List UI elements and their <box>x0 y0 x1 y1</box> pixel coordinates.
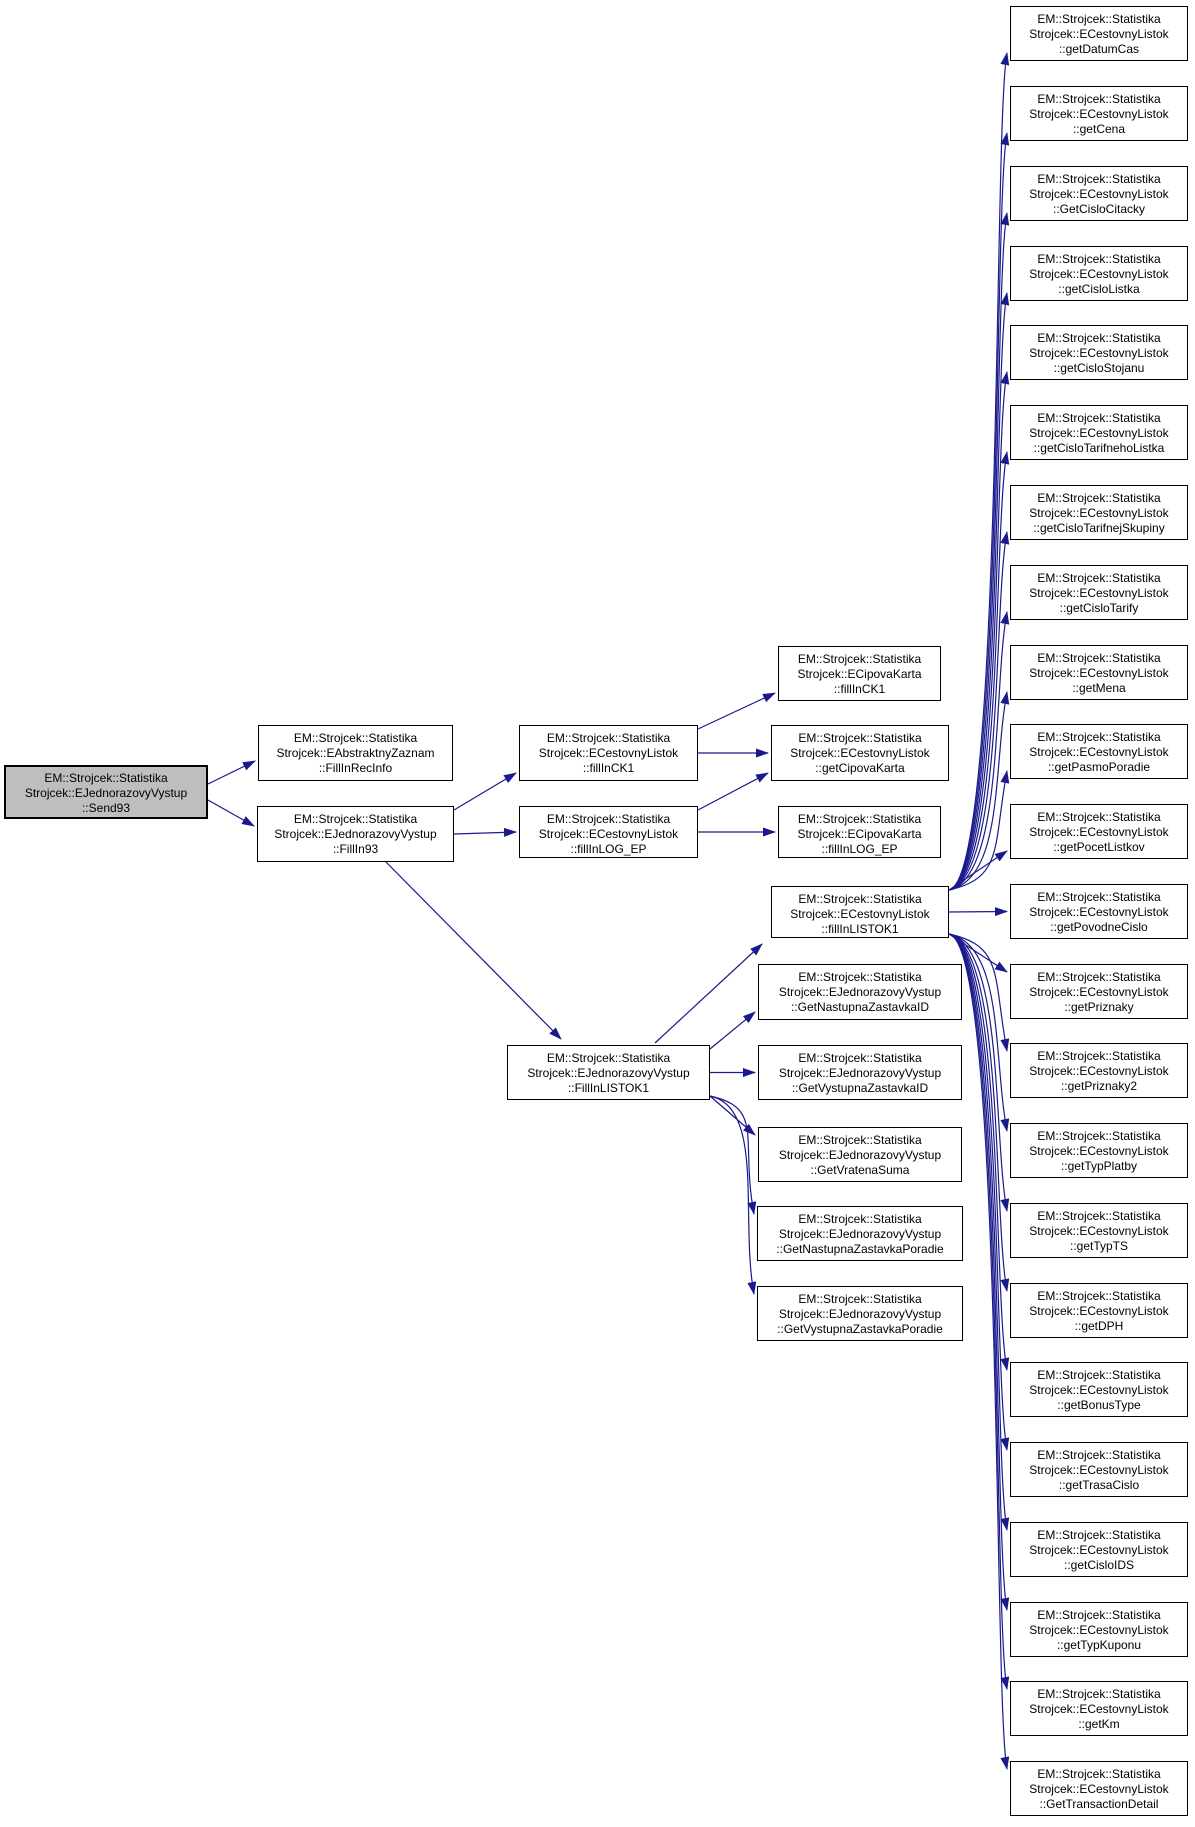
node-label-line: ::fillInCK1 <box>582 761 635 775</box>
node-label-line: EM::Strojcek::Statistika <box>797 812 922 826</box>
node-label-line: ::getCisloTarifnejSkupiny <box>1033 521 1165 535</box>
edge-fillin93-cl-fillinck1 <box>454 773 516 810</box>
node-ck-fillinlog-ep[interactable] <box>778 806 941 858</box>
node-label-line: Strojcek::EAbstraktnyZaznam <box>276 746 435 760</box>
node-label-line: EM::Strojcek::Statistika <box>1037 1368 1161 1382</box>
node-get-cislo-listka[interactable] <box>1010 246 1188 301</box>
node-label-line: ::getPovodneCislo <box>1050 920 1148 934</box>
node-get-vystupna-zastavka-id[interactable] <box>758 1045 962 1100</box>
node-get-datum-cas[interactable] <box>1010 6 1188 61</box>
node-label-line: ::getPriznaky <box>1064 1000 1134 1014</box>
node-label-line: ::getMena <box>1072 681 1126 695</box>
node-label-line: ::getCena <box>1072 122 1126 136</box>
node-label-line: EM::Strojcek::Statistika <box>44 771 168 785</box>
node-label-line: ::getDatumCas <box>1058 42 1140 56</box>
edge-ejv-fillinlistok1-get-vystupna-zastavka-poradie <box>710 1096 754 1294</box>
node-label-line: ::getKm <box>1078 1717 1120 1731</box>
edge-send93-fillin-recinfo <box>208 761 255 784</box>
node-label-line: EM::Strojcek::Statistika <box>798 1051 922 1065</box>
node-label-line: EM::Strojcek::Statistika <box>1037 331 1161 345</box>
node-label-line: ::GetNastupnaZastavkaPoradie <box>776 1242 944 1256</box>
node-label-line: ::GetVratenaSuma <box>810 1163 910 1177</box>
node-label-line: EM::Strojcek::Statistika <box>798 1292 922 1306</box>
node-label-line: ::getCisloStojanu <box>1053 361 1145 375</box>
node-get-mena[interactable] <box>1010 645 1188 700</box>
node-label-line: EM::Strojcek::Statistika <box>1037 651 1161 665</box>
node-cl-fillinlog-ep[interactable] <box>519 806 698 858</box>
node-label-line: Strojcek::ECestovnyListok <box>1029 1064 1169 1078</box>
node-cl-fillinck1[interactable] <box>519 725 698 781</box>
node-label-line: EM::Strojcek::Statistika <box>798 970 922 984</box>
edge-cl-fillinlog-ep-cl-getcipovakarta <box>698 773 768 810</box>
node-label-line: Strojcek::EJednorazovyVystup <box>778 1307 942 1321</box>
node-label-line: EM::Strojcek::Statistika <box>1037 1289 1161 1303</box>
edge-ejv-fillinlistok1-cl-fillinlistok1 <box>655 944 762 1043</box>
node-label-line: Strojcek::ECestovnyListok <box>1029 107 1169 121</box>
node-label-line: Strojcek::ECestovnyListok <box>1029 745 1169 759</box>
node-label-line: ::getCisloTarify <box>1059 601 1139 615</box>
node-label-line: Strojcek::ECestovnyListok <box>1029 985 1169 999</box>
node-label-line: Strojcek::ECestovnyListok <box>1029 1304 1169 1318</box>
node-label-line: Strojcek::ECipovaKarta <box>797 827 922 841</box>
node-get-typ-kuponu[interactable] <box>1010 1602 1188 1657</box>
node-label-line: Strojcek::EJednorazovyVystup <box>778 1227 942 1241</box>
node-label-line: Strojcek::ECestovnyListok <box>790 907 930 921</box>
node-get-trasa-cislo[interactable] <box>1010 1442 1188 1497</box>
node-label-line: Strojcek::EJednorazovyVystup <box>778 1148 942 1162</box>
node-label-line: EM::Strojcek::Statistika <box>1037 1209 1161 1223</box>
node-label-line: EM::Strojcek::Statistika <box>1037 1448 1161 1462</box>
node-label-line: Strojcek::ECestovnyListok <box>538 827 679 841</box>
node-cl-fillinlistok1[interactable] <box>771 886 949 938</box>
node-label-line: ::FillInRecInfo <box>318 761 393 775</box>
node-label-line: EM::Strojcek::Statistika <box>797 652 922 666</box>
node-label-line: Strojcek::ECestovnyListok <box>1029 905 1169 919</box>
node-label-line: Strojcek::ECestovnyListok <box>1029 666 1169 680</box>
node-label-line: EM::Strojcek::Statistika <box>1037 1687 1161 1701</box>
node-fillin-recinfo[interactable] <box>258 725 453 781</box>
node-get-bonus-type[interactable] <box>1010 1362 1188 1417</box>
node-label-line: ::getTypKuponu <box>1056 1638 1142 1652</box>
edge-ejv-fillinlistok1-get-vratena-suma <box>710 1096 755 1135</box>
node-label-line: EM::Strojcek::Statistika <box>1037 491 1161 505</box>
node-get-cislo-tarifneho-listka[interactable] <box>1010 405 1188 460</box>
node-get-vratena-suma[interactable] <box>758 1127 962 1182</box>
node-label-line: EM::Strojcek::Statistika <box>1037 970 1161 984</box>
edge-ejv-fillinlistok1-get-nastupna-zastavka-poradie <box>710 1096 754 1214</box>
node-label-line: EM::Strojcek::Statistika <box>1037 411 1161 425</box>
node-label-line: ::getCisloListka <box>1058 282 1140 296</box>
node-label-line: EM::Strojcek::Statistika <box>1037 252 1161 266</box>
node-label-line: ::FillIn93 <box>332 842 379 856</box>
node-label-line: EM::Strojcek::Statistika <box>798 892 922 906</box>
node-label-line: ::GetVystupnaZastavkaPoradie <box>777 1322 943 1336</box>
node-get-pasmo-poradie[interactable] <box>1010 724 1188 779</box>
node-get-nastupna-zastavka-poradie[interactable] <box>757 1206 963 1261</box>
node-send93[interactable] <box>4 765 208 819</box>
node-label-line: Strojcek::EJednorazovyVystup <box>527 1066 690 1080</box>
node-label-line: Strojcek::ECestovnyListok <box>1029 1702 1169 1716</box>
node-ejv-fillinlistok1[interactable] <box>507 1045 710 1100</box>
node-label-line: EM::Strojcek::Statistika <box>546 812 671 826</box>
node-label-line: Strojcek::ECestovnyListok <box>1029 346 1169 360</box>
node-get-nastupna-zastavka-id[interactable] <box>758 964 962 1020</box>
node-label-line: Strojcek::ECestovnyListok <box>1029 267 1169 281</box>
node-label-line: EM::Strojcek::Statistika <box>798 731 922 745</box>
edge-fillin93-cl-fillinlog-ep <box>454 832 516 834</box>
node-label-line: ::Send93 <box>81 801 131 815</box>
node-label-line: ::getDPH <box>1074 1319 1124 1333</box>
node-label-line: Strojcek::ECestovnyListok <box>1029 1224 1169 1238</box>
node-label-line: Strojcek::ECestovnyListok <box>1029 27 1169 41</box>
node-label-line: ::getPriznaky2 <box>1060 1079 1138 1093</box>
node-get-km[interactable] <box>1010 1681 1188 1736</box>
node-get-typ-platby[interactable] <box>1010 1123 1188 1178</box>
node-label-line: EM::Strojcek::Statistika <box>1037 571 1161 585</box>
node-fillin93[interactable] <box>257 806 454 862</box>
node-label-line: EM::Strojcek::Statistika <box>1037 1528 1161 1542</box>
node-label-line: ::GetNastupnaZastavkaID <box>790 1000 930 1014</box>
node-label-line: ::GetVystupnaZastavkaID <box>791 1081 929 1095</box>
node-label-line: Strojcek::EJednorazovyVystup <box>778 1066 942 1080</box>
node-label-line: Strojcek::EJednorazovyVystup <box>24 786 188 800</box>
node-label-line: ::fillInLISTOK1 <box>821 922 899 936</box>
node-get-cislo-citacky[interactable] <box>1010 166 1188 221</box>
edge-cl-fillinlistok1-get-povodne-cislo <box>949 912 1007 913</box>
node-get-typ-ts[interactable] <box>1010 1203 1188 1258</box>
node-label-line: Strojcek::ECestovnyListok <box>1029 506 1169 520</box>
node-label-line: Strojcek::ECestovnyListok <box>1029 1543 1169 1557</box>
node-label-line: EM::Strojcek::Statistika <box>293 812 418 826</box>
node-label-line: EM::Strojcek::Statistika <box>293 731 418 745</box>
node-get-pocet-listkov[interactable] <box>1010 804 1188 859</box>
edge-cl-fillinck1-ck-fillinck1 <box>698 693 775 729</box>
node-label-line: ::getPasmoPoradie <box>1047 760 1151 774</box>
node-label-line: Strojcek::ECestovnyListok <box>1029 187 1169 201</box>
node-label-line: ::getCipovaKarta <box>815 761 905 775</box>
node-label-line: ::GetCisloCitacky <box>1052 202 1146 216</box>
node-label-line: EM::Strojcek::Statistika <box>1037 890 1161 904</box>
node-get-cislo-stojanu[interactable] <box>1010 325 1188 380</box>
node-get-transaction-detail[interactable] <box>1010 1761 1188 1816</box>
node-label-line: EM::Strojcek::Statistika <box>1037 1608 1161 1622</box>
node-label-line: ::getBonusType <box>1057 1398 1141 1412</box>
node-get-priznaky[interactable] <box>1010 964 1188 1019</box>
edge-ejv-fillinlistok1-get-nastupna-zastavka-id <box>710 1012 755 1049</box>
node-label-line: Strojcek::EJednorazovyVystup <box>274 827 437 841</box>
node-get-cislo-ids[interactable] <box>1010 1522 1188 1577</box>
node-get-priznaky2[interactable] <box>1010 1043 1188 1098</box>
node-get-cislo-tarifnej-skupiny[interactable] <box>1010 485 1188 540</box>
node-label-line: Strojcek::ECestovnyListok <box>790 746 930 760</box>
node-label-line: Strojcek::ECestovnyListok <box>1029 1144 1169 1158</box>
node-get-cislo-tarify[interactable] <box>1010 565 1188 620</box>
node-label-line: ::GetTransactionDetail <box>1039 1797 1159 1811</box>
node-cl-getcipovakarta[interactable] <box>771 725 949 781</box>
node-label-line: ::getTypPlatby <box>1060 1159 1138 1173</box>
node-label-line: EM::Strojcek::Statistika <box>1037 12 1161 26</box>
node-label-line: ::getCisloIDS <box>1063 1558 1135 1572</box>
node-label-line: EM::Strojcek::Statistika <box>546 731 671 745</box>
node-label-line: EM::Strojcek::Statistika <box>546 1051 671 1065</box>
node-label-line: Strojcek::ECestovnyListok <box>1029 1623 1169 1637</box>
node-label-line: ::fillInLOG_EP <box>821 842 898 856</box>
node-label-line: Strojcek::ECestovnyListok <box>1029 586 1169 600</box>
node-label-line: ::getCisloTarifnehoListka <box>1033 441 1165 455</box>
node-label-line: Strojcek::EJednorazovyVystup <box>778 985 942 999</box>
node-label-line: ::getTypTS <box>1069 1239 1129 1253</box>
node-label-line: ::getTrasaCislo <box>1058 1478 1140 1492</box>
node-get-cena[interactable] <box>1010 86 1188 141</box>
node-label-line: EM::Strojcek::Statistika <box>798 1133 922 1147</box>
node-label-line: Strojcek::ECestovnyListok <box>1029 1383 1169 1397</box>
node-get-povodne-cislo[interactable] <box>1010 884 1188 939</box>
node-label-line: EM::Strojcek::Statistika <box>1037 730 1161 744</box>
node-label-line: Strojcek::ECestovnyListok <box>1029 1782 1169 1796</box>
node-label-line: Strojcek::ECipovaKarta <box>797 667 922 681</box>
node-ck-fillinck1[interactable] <box>778 646 941 701</box>
node-label-line: Strojcek::ECestovnyListok <box>1029 426 1169 440</box>
node-label-line: Strojcek::ECestovnyListok <box>1029 1463 1169 1477</box>
edge-send93-fillin93 <box>208 800 254 826</box>
node-label-line: EM::Strojcek::Statistika <box>798 1212 922 1226</box>
node-label-line: Strojcek::ECestovnyListok <box>538 746 679 760</box>
node-label-line: ::FillInLISTOK1 <box>567 1081 650 1095</box>
node-label-line: ::fillInLOG_EP <box>570 842 647 856</box>
node-label-line: EM::Strojcek::Statistika <box>1037 92 1161 106</box>
node-label-line: Strojcek::ECestovnyListok <box>1029 825 1169 839</box>
node-label-line: EM::Strojcek::Statistika <box>1037 1767 1161 1781</box>
node-label-line: EM::Strojcek::Statistika <box>1037 1049 1161 1063</box>
node-label-line: EM::Strojcek::Statistika <box>1037 810 1161 824</box>
node-label-line: ::getPocetListkov <box>1053 840 1145 854</box>
node-label-line: EM::Strojcek::Statistika <box>1037 1129 1161 1143</box>
edge-fillin93-ejv-fillinlistok1 <box>385 861 561 1039</box>
node-label-line: ::fillInCK1 <box>833 682 886 696</box>
node-get-vystupna-zastavka-poradie[interactable] <box>757 1286 963 1341</box>
node-label-line: EM::Strojcek::Statistika <box>1037 172 1161 186</box>
node-get-dph[interactable] <box>1010 1283 1188 1338</box>
